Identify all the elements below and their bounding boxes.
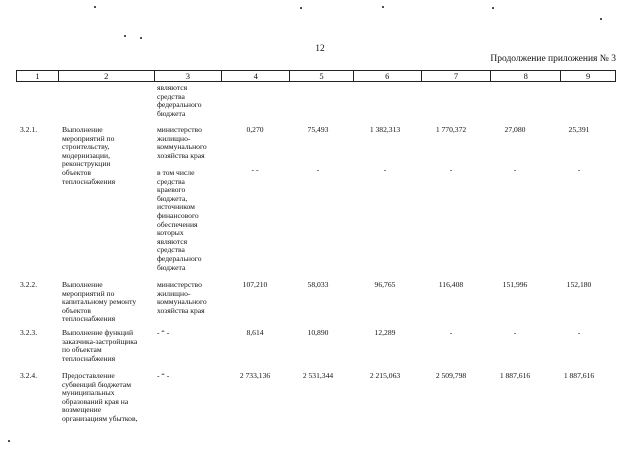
value-col-9: -: [577, 328, 581, 337]
value-col-8: -: [513, 165, 517, 174]
carryover-executor-text: являются средства федерального бюджета: [157, 83, 202, 118]
value-col-4: 0,270: [246, 125, 264, 134]
value-col-9: 25,391: [568, 125, 590, 134]
row-code: 3.2.1.: [20, 125, 38, 134]
scan-speck: [124, 35, 126, 37]
row-executor: министерство жилищно- коммунального хозяйства края: [157, 280, 207, 315]
row-code: 3.2.3.: [20, 328, 38, 337]
col-header-1: 1: [17, 71, 59, 81]
value-col-4: 2 733,136: [239, 371, 271, 380]
row-executor: министерство жилищно- коммунального хозяйства края: [157, 125, 207, 160]
value-col-4: - -: [251, 165, 259, 174]
scan-speck: [94, 6, 96, 8]
col-header-2: 2: [59, 71, 155, 81]
value-col-6: 1 382,313: [369, 125, 401, 134]
value-col-9: 152,180: [566, 280, 592, 289]
value-col-4: 8,614: [246, 328, 264, 337]
scan-speck: [382, 6, 384, 8]
col-header-6: 6: [354, 71, 422, 81]
col-header-3: 3: [155, 71, 223, 81]
scan-speck: [600, 18, 602, 20]
table-header: [16, 70, 616, 82]
row-name: Предоставление субвенций бюджетам муниципальных образований края на возмещение организациям убытков,: [62, 371, 138, 423]
value-col-6: -: [383, 165, 387, 174]
col-header-8: 8: [491, 71, 561, 81]
value-col-6: 2 215,063: [369, 371, 401, 380]
col-header-7: 7: [422, 71, 492, 81]
value-col-8: -: [513, 328, 517, 337]
value-col-7: 116,408: [438, 280, 464, 289]
value-col-5: 10,890: [307, 328, 329, 337]
page-number: 12: [315, 44, 325, 54]
value-col-7: -: [449, 328, 453, 337]
value-col-5: 58,033: [307, 280, 329, 289]
value-col-6: 12,289: [374, 328, 396, 337]
row-executor: в том числе средства краевого бюджета, источником финансового обеспечения которых являются средства федерального бюджета: [157, 168, 202, 272]
scan-speck: [492, 7, 494, 9]
value-col-7: 1 770,372: [435, 125, 467, 134]
value-col-7: 2 509,798: [435, 371, 467, 380]
continuation-caption: Продолжение приложения № 3: [490, 54, 616, 64]
value-col-9: -: [577, 165, 581, 174]
row-name: Выполнение функций заказчика-застройщика по объектам теплоснабжения: [62, 328, 138, 363]
scan-speck: [8, 440, 10, 442]
row-executor: - “ -: [157, 328, 170, 337]
value-col-9: 1 887,616: [563, 371, 595, 380]
col-header-4: 4: [222, 71, 290, 81]
row-code: 3.2.2.: [20, 280, 38, 289]
value-col-5: 2 531,344: [302, 371, 334, 380]
value-col-4: 107,210: [242, 280, 268, 289]
value-col-8: 27,080: [504, 125, 526, 134]
value-col-5: 75,493: [307, 125, 329, 134]
value-col-6: 96,765: [374, 280, 396, 289]
value-col-8: 1 887,616: [499, 371, 531, 380]
value-col-5: -: [316, 165, 320, 174]
row-name: Выполнение мероприятий по капитальному ремонту объектов теплоснабжения: [62, 280, 137, 324]
col-header-9: 9: [585, 71, 591, 81]
row-executor: - “ -: [157, 371, 170, 380]
scan-speck: [300, 7, 302, 9]
value-col-8: 151,996: [502, 280, 528, 289]
row-code: 3.2.4.: [20, 371, 38, 380]
value-col-7: -: [449, 165, 453, 174]
scan-speck: [140, 37, 142, 39]
col-header-5: 5: [290, 71, 354, 81]
row-name: Выполнение мероприятий по строительству, модернизации, реконструкции объектов теплоснабжения: [62, 125, 116, 186]
